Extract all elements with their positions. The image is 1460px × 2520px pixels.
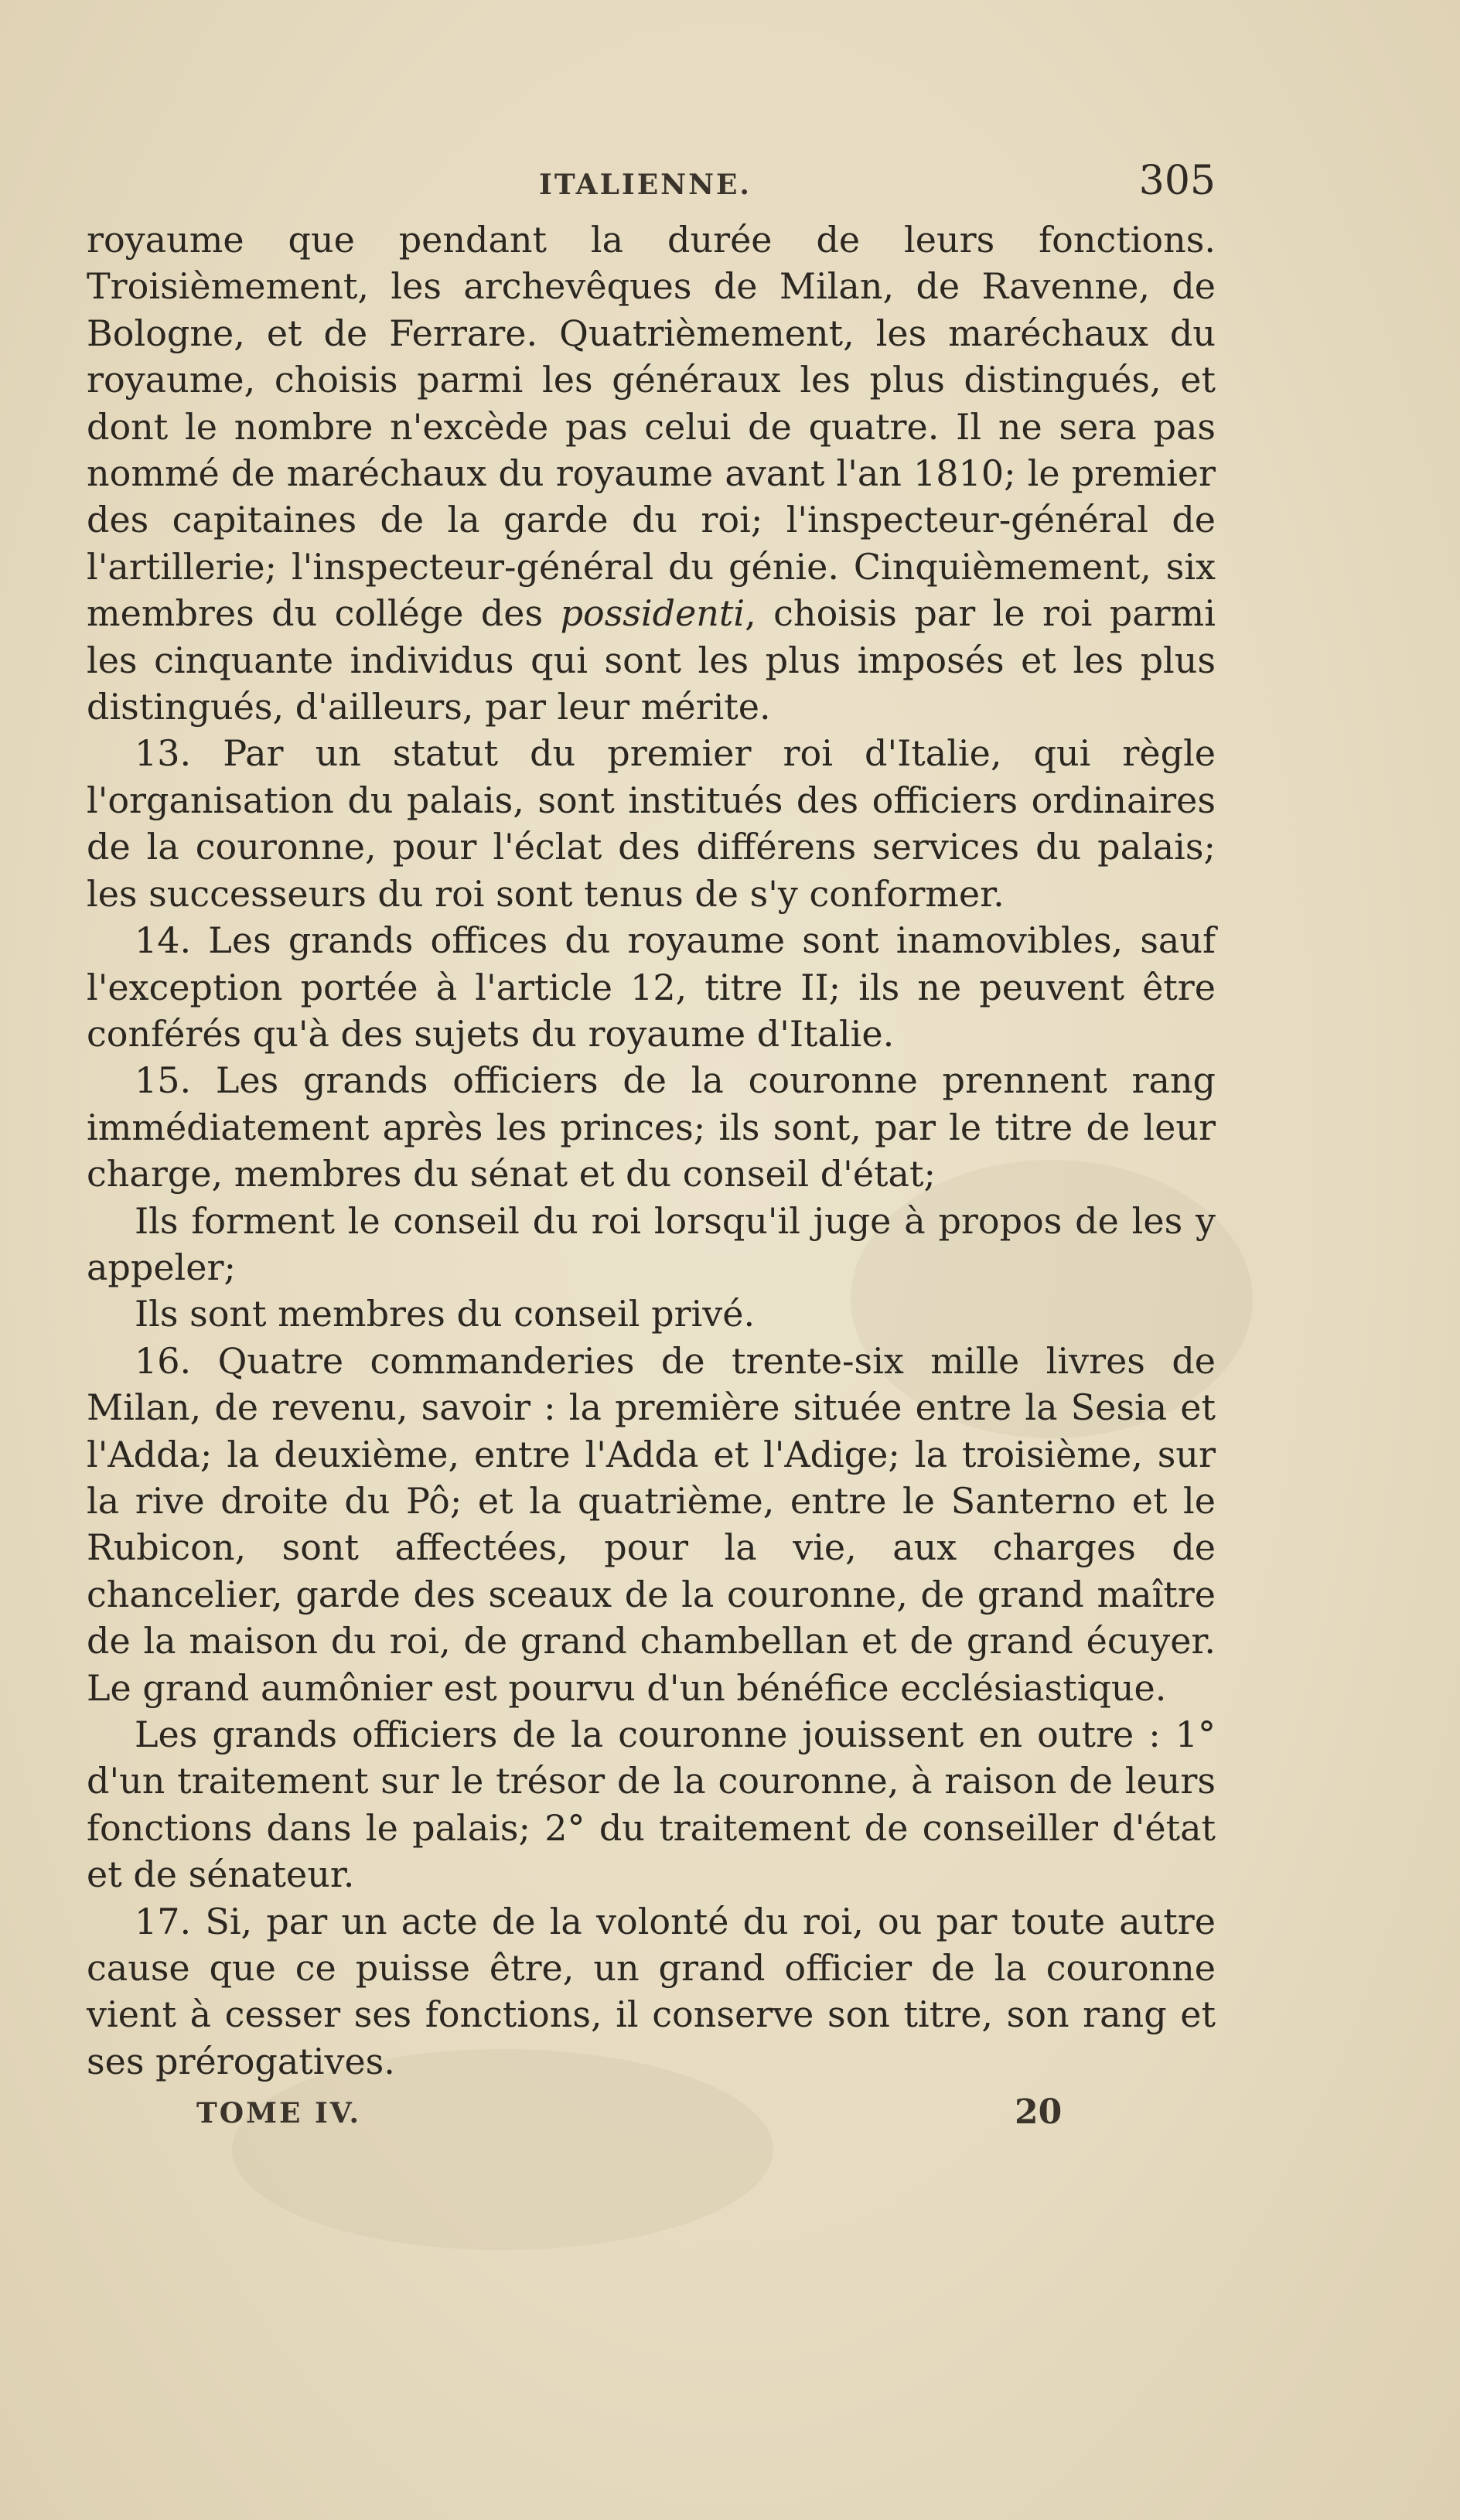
text-block (87, 155, 1216, 2159)
italic-term: possidenti (560, 592, 745, 635)
article-17: 17. Si, par un acte de la volonté du roi, ou par toute autre cause que ce puisse être, un grand officier de la couronne vient à cesser ses fonctions, il conserve son titre, son rang et ses prérogatives. (87, 1900, 1216, 2082)
paragraph-text-continued: , choisis par le roi parmi les cinquante individus qui sont les plus imposés et les plus distingués, d'ailleurs, par leur mérite. (87, 592, 1216, 728)
paragraph (87, 217, 1216, 730)
body-text (87, 217, 1216, 2085)
paragraph: Les grands officiers de la couronne jouissent en outre : 1° d'un traitement sur le trésor de la couronne, à raison de leurs fonctions dans le palais; 2° du traitement de conseiller d'état et de sénateur. (87, 1714, 1216, 1896)
article-16: 16. Quatre commanderies de trente-six mille livres de Milan, de revenu, savoir : la première située entre la Sesia et l'Adda; la deuxième, entre l'Adda et l'Adige; la troisième, sur la rive droite du Pô; et la quatrième, entre le Santerno et le Rubicon, sont affectées, pour la vie, aux charges de chancelier, garde des sceaux de la couronne, de grand maître de la maison du roi, de grand chambellan et de grand écuyer. Le grand aumônier est pourvu d'un bénéfice ecclésiastique. (87, 1339, 1216, 1709)
article-15: 15. Les grands officiers de la couronne prennent rang immédiatement après les princes; ils sont, par le titre de leur charge, membres du sénat et du conseil d'état; (87, 1059, 1216, 1195)
page-number: 305 (1138, 158, 1216, 204)
running-title: ITALIENNE. (539, 169, 752, 201)
paragraph: Ils forment le conseil du roi lorsqu'il juge à propos de les y appeler; (87, 1199, 1216, 1288)
signature-mark: TOME IV. (196, 2097, 361, 2130)
paragraph: Ils sont membres du conseil privé. (135, 1293, 756, 1335)
page-footer (87, 2092, 1216, 2159)
article-13: 13. Par un statut du premier roi d'Italie, qui règle l'organisation du palais, sont institués des officiers ordinaires de la couronne, pour l'éclat des différens services du palais; les successeurs du roi sont tenus de s'y conformer. (87, 732, 1216, 915)
paragraph-text: royaume que pendant la durée de leurs fonctions. Troisièmement, les archevêques de Milan, de Ravenne, de Bologne, et de Ferrare. Quatrièmement, les maréchaux du royaume, choisis parmi les généraux les plus distingués, et dont le nombre n'excède pas celui de quatre. Il ne sera pas nommé de maréchaux du royaume avant l'an 1810; le premier des capitaines de la garde du roi; l'inspecteur-général de l'artillerie; l'inspecteur-général du génie. Cinquièmement, six membres du collége des (87, 219, 1216, 635)
sheet-number: 20 (1015, 2092, 1063, 2133)
running-head (87, 155, 1216, 217)
article-14: 14. Les grands offices du royaume sont inamovibles, sauf l'exception portée à l'article 12, titre II; ils ne peuvent être conférés qu'à des sujets du royaume d'Italie. (87, 919, 1216, 1055)
